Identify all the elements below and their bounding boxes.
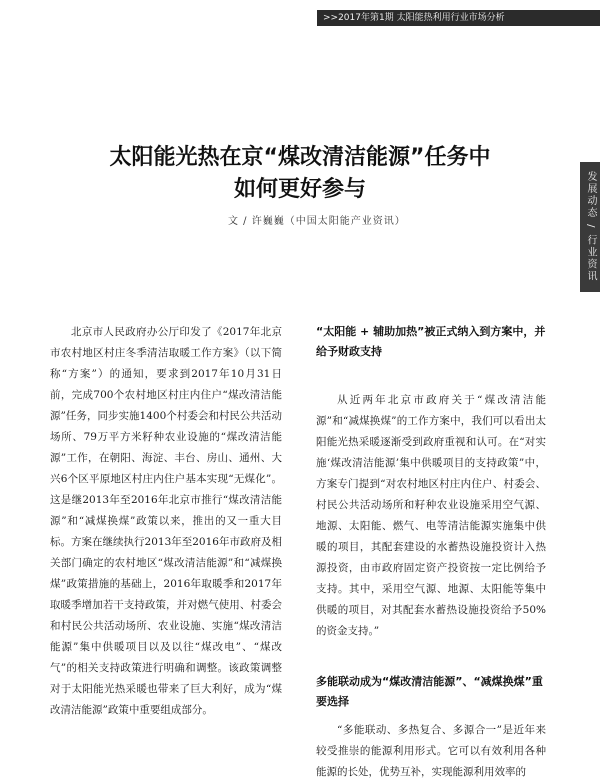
- article-title-line-2: 如何更好参与: [233, 177, 366, 202]
- article-byline: 文 / 许巍巍（中国太阳能产业资讯）: [228, 216, 406, 227]
- journal-header-bar: >>2017年第1期 太阳能热利用行业市场分析: [317, 10, 600, 26]
- section-1-heading: “太阳能 + 辅助加热”被正式纳入到方案中，并给予财政支持: [316, 325, 546, 358]
- intro-paragraph: 北京市人民政府办公厅印发了《2017年北京市农村地区村庄冬季清洁取暖工作方案》（以下简称“方案”）的通知，要求到2017年10月31日前，完成700个农村地区村庄内住户“煤改清洁能源”任务，同步实施1400个村委会和村民公共活动场所、79万平方米籽种农业设施的“煤改清洁能源”工作，在朝阳、海淀、丰台、房山、通州、大兴6个区平原地区村庄内住户基本实现“无煤化”。这是继2013年至2016年北京市推行“煤改清洁能源”和“减煤换煤”政策以来，推出的又一重大目标。方案在继续执行2013年至2016年市政府及相关部门确定的农村地区“煤改清洁能源”和“减煤换煤”政策措施的基础上，2016年取暖季和2017年取暖季增加若干支持政策，并对燃气使用、村委会和村民公共活动场所、农业设施、实施“煤改清洁能源”集中供暖项目以及以往“煤改电”、“煤改气”的相关支持政策进行明确和调整。该政策调整对于太阳能光热采暖也带来了巨大利好，成为“煤改清洁能源”政策中重要组成部分。: [50, 326, 282, 716]
- left-column: [50, 322, 282, 721]
- section-side-tab: 发展动态 / 行业资讯: [580, 162, 600, 292]
- section-2-paragraph: “多能联动、多热复合、多源合一”是近年来较受推崇的能源利用形式。它可以有效利用各种能源的长处，优势互补，实现能源利用效率的: [316, 724, 546, 778]
- article-title-line-1: 太阳能光热在京“煤改清洁能源”任务中: [109, 145, 491, 170]
- section-2-heading: 多能联动成为“煤改清洁能源”、“减煤换煤”重要选择: [316, 675, 543, 708]
- section-1-paragraph: 从近两年北京市政府关于“煤改清洁能源”和“减煤换煤”的工作方案中，我们可以看出太阳能光热采暖逐渐受到政府重视和认可。在“对实施‘煤改清洁能源’集中供暖项目的支持政策”中，方案专门提到“对农村地区村庄内住户、村委会、村民公共活动场所和籽种农业设施采用空气源、地源、太阳能、燃气、电等清洁能源实施集中供暖的项目，其配套建设的水蓄热设施投资计入热源投资，由市政府固定资产投资按一定比例给予支持。其中，采用空气源、地源、太阳能等集中供暖的项目，对其配套水蓄热设施投资给予50%的资金支持。”: [316, 394, 546, 637]
- article-title: [60, 142, 540, 206]
